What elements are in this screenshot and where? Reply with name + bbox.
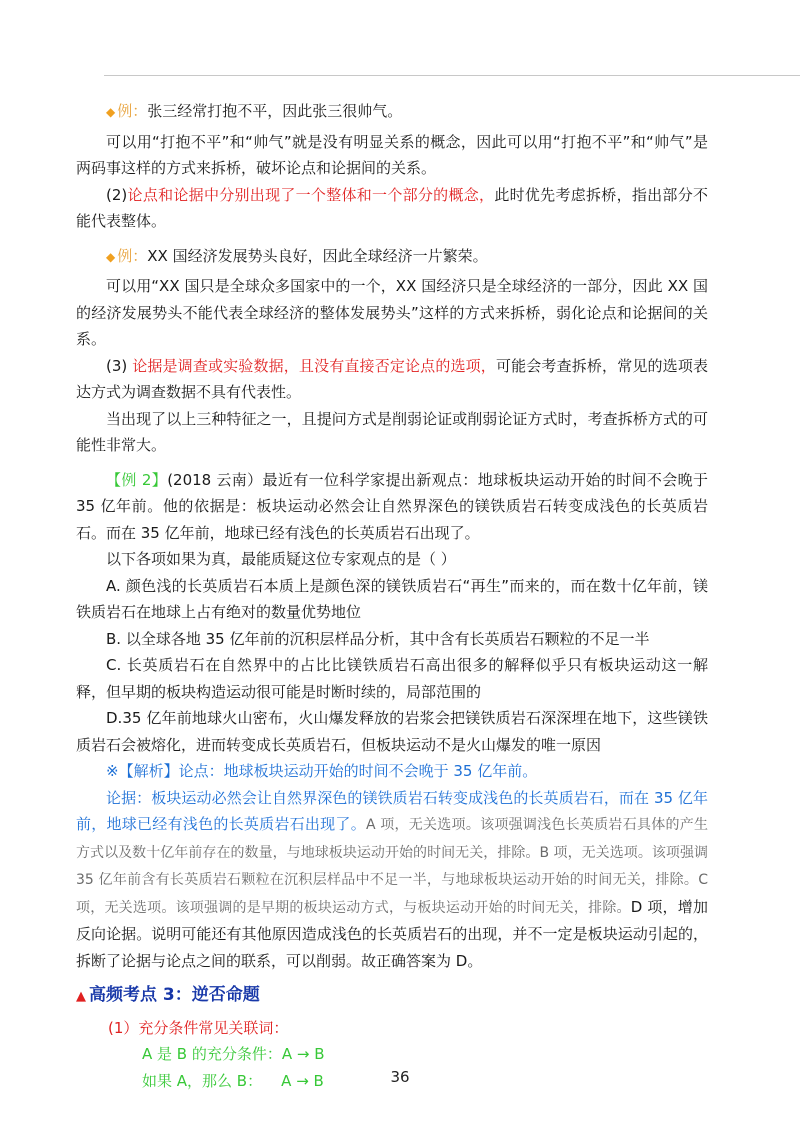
section-title-text: 高频考点 3：逆否命题 bbox=[89, 985, 260, 1005]
subsection-heading: (1）充分条件常见关联词： bbox=[108, 1018, 289, 1037]
diamond-bullet-icon: ◆ bbox=[106, 105, 116, 119]
paragraph-3: 可以用“XX 国只是全球众多国家中的一个，XX 国经济只是全球经济的一部分，因此 XX 国的经济发展势头不能代表全球经济的整体发展势头”这样的方式来拆桥，弱化论点和论据间的关系。 bbox=[76, 277, 708, 348]
question-stem: (2018 云南）最近有一位科学家提出新观点：地球板块运动开始的时间不会晚于 35 亿年前。他的依据是：板块运动必然会让自然界深色的镁铁质岩石转变成浅色的长英质岩石。而在 35 亿年前，地球已经有浅色的长英质岩石出现了。 bbox=[76, 470, 708, 542]
paragraph-5: 当出现了以上三种特征之一，且提问方式是削弱论证或削弱论证方式时，考查拆桥方式的可能性非常大。 bbox=[76, 409, 708, 454]
paragraph-1: 可以用“打抱不平”和“帅气”就是没有明显关系的概念，因此可以用“打抱不平”和“帅气”是两码事这样的方式来拆桥，破坏论点和论据间的关系。 bbox=[76, 132, 708, 177]
rule-line-2: 如果 A，那么 B： A → B bbox=[142, 1071, 324, 1090]
option-a: A. 颜色浅的长英质岩石本质上是颜色深的镁铁质岩石“再生”而来的，而在数十亿年前，镁铁质岩石在地球上占有绝对的数量优势地位 bbox=[76, 576, 708, 621]
analysis-text: A 项，无关选项。该项强调浅色长英质岩石具体的产生方式以及数十亿年前存在的数量，与地球板块运动开始的时间无关，排除。B 项，无关选项。该项强调 35 亿年前含有长英质岩石颗粒在沉积层样品中不足一半，与地球板块运动开始的时间无关，排除。C 项，无关选项。该项强调的是早期的板块运动方式，与板块运动开始的时间无关，排除。 bbox=[76, 817, 708, 916]
diamond-bullet-icon: ◆ bbox=[106, 249, 116, 264]
option-b: B. 以全球各地 35 亿年前的沉积层样品分析，其中含有长英质岩石颗粒的不足一半 bbox=[106, 629, 650, 648]
question-prompt: 以下各项如果为真，最能质疑这位专家观点的是（ ） bbox=[106, 550, 456, 568]
example-2 bbox=[76, 243, 708, 271]
paragraph-2 bbox=[76, 182, 708, 235]
option-d: D.35 亿年前地球火山密布，火山爆发释放的岩浆会把镁铁质岩石深深埋在地下，这些镁铁质岩石会被熔化，进而转变成长英质岩石，但板块运动不是火山爆发的唯一原因 bbox=[76, 709, 708, 754]
paragraph-4 bbox=[76, 353, 708, 406]
paragraph-text: 可能会考查拆桥，常见的选项表达方式为调查数据不具有代表性。 bbox=[76, 356, 708, 401]
page-number: 36 bbox=[390, 1068, 410, 1086]
section-title bbox=[76, 982, 708, 1011]
example-text: 张三经常打抱不平，因此张三很帅气。 bbox=[147, 102, 403, 120]
item-number: (3) bbox=[106, 356, 128, 375]
page-content bbox=[76, 98, 708, 1094]
analysis-body bbox=[76, 785, 708, 975]
example-label: 例： bbox=[117, 246, 148, 265]
question-2 bbox=[76, 467, 708, 547]
highlight-text: 论点和论据中分别出现了一个整体和一个部分的概念， bbox=[127, 185, 495, 204]
option-c: C. 长英质岩石在自然界中的占比比镁铁质岩石高出很多的解释似乎只有板块运动这一解释，但早期的板块构造运动很可能是时断时续的，局部范围的 bbox=[76, 656, 708, 701]
triangle-icon: ▲ bbox=[76, 989, 86, 1004]
example-1 bbox=[76, 98, 708, 126]
question-label: 【例 2】 bbox=[106, 470, 168, 489]
example-label: 例： bbox=[117, 102, 148, 120]
item-number: (2) bbox=[106, 185, 128, 204]
paragraph-text: 此时优先考虑拆桥，指出部分不能代表整体。 bbox=[76, 185, 708, 230]
header-rule bbox=[104, 75, 800, 76]
analysis-evidence: 论据：板块运动必然会让自然界深色的镁铁质岩石转变成浅色的长英质岩石，而在 35 亿年前，地球已经有浅色的长英质岩石出现了。 bbox=[76, 788, 708, 833]
example-text: XX 国经济发展势头良好，因此全球经济一片繁荣。 bbox=[147, 246, 488, 265]
highlight-text: 论据是调查或实验数据，且没有直接否定论点的选项， bbox=[132, 356, 496, 375]
analysis-conclusion: D 项，增加反向论据。说明可能还有其他原因造成浅色的长英质岩石的出现，并不一定是板块运动引起的，拆断了论据与论点之间的联系，可以削弱。故正确答案为 D。 bbox=[76, 897, 709, 970]
rule-line-1: A 是 B 的充分条件：A → B bbox=[142, 1045, 325, 1063]
analysis-head: ※【解析】论点：地球板块运动开始的时间不会晚于 35 亿年前。 bbox=[106, 762, 538, 780]
